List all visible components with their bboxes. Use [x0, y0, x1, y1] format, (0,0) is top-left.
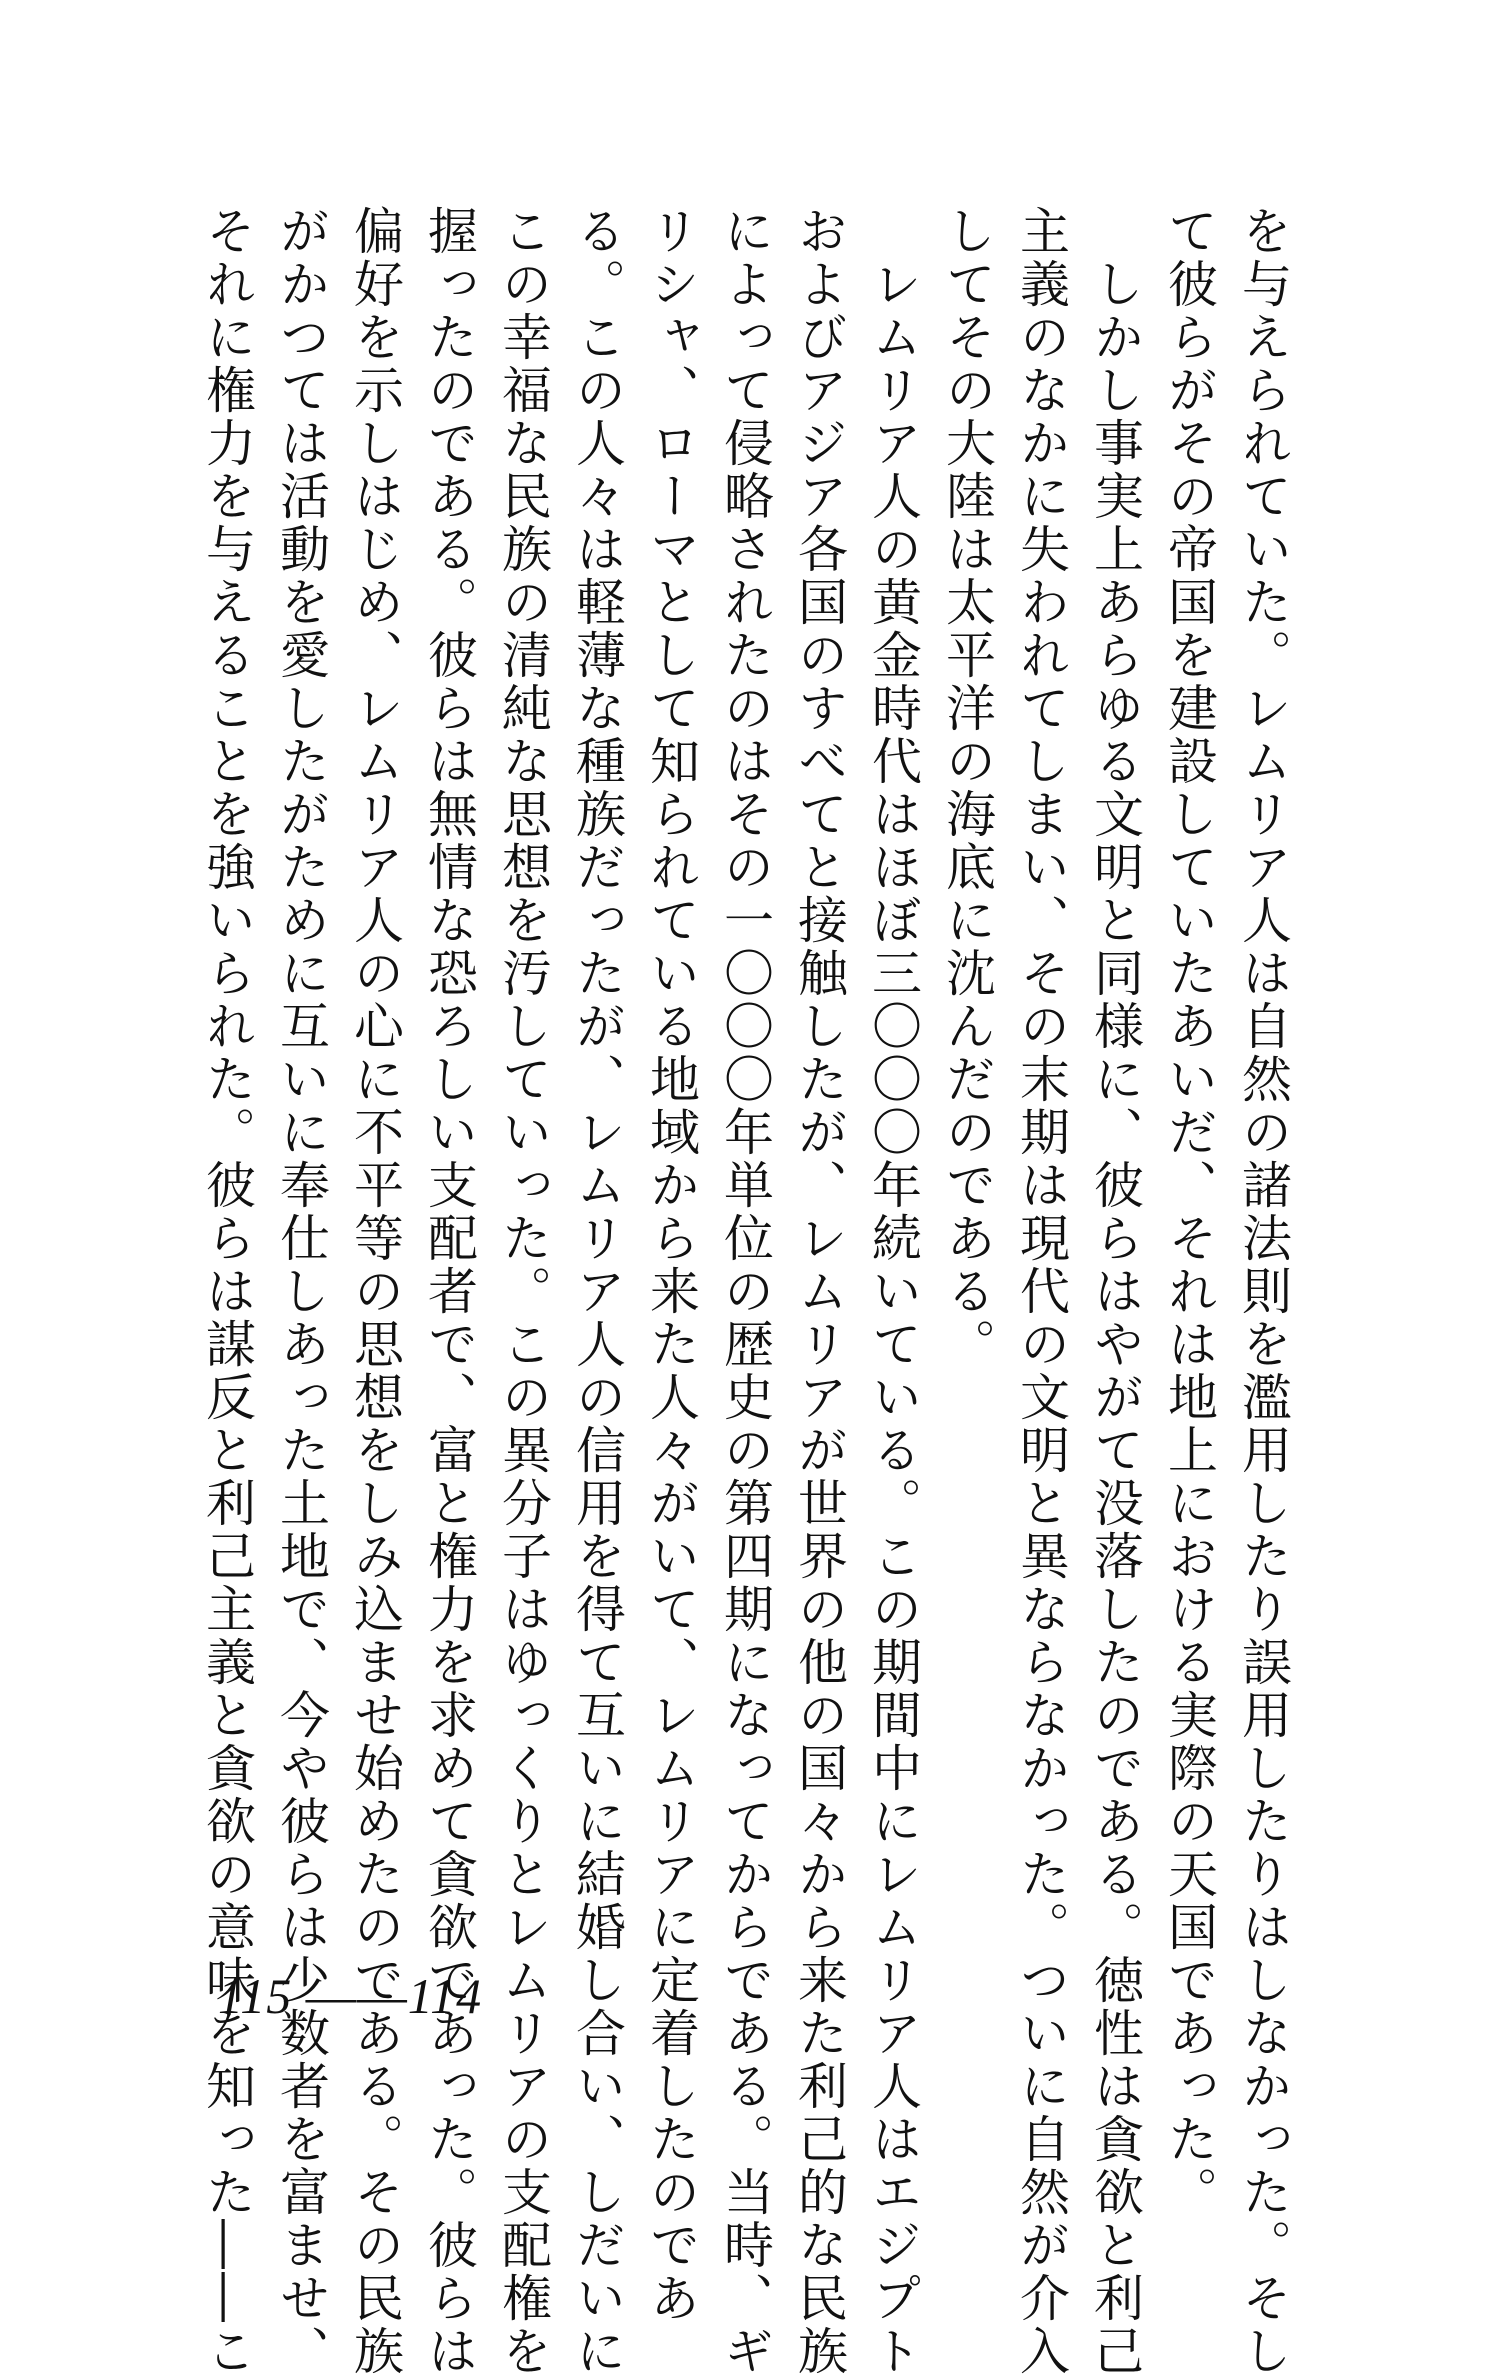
text-column-9: リシャ、ローマとして知られている地域から来た人々がいて、レムリアに定着したのであ: [642, 205, 700, 2325]
text-column-7: およびアジア各国のすべてと接触したが、レムリアが世界の他の国々から来た利己的な民族: [790, 205, 848, 2378]
text-column-1: を与えられていた。レムリア人は自然の諸法則を濫用したり誤用したりはしなかった。そし: [1234, 205, 1292, 2378]
text-column-15: それに権力を与えることを強いられた。彼らは謀反と利己主義と貪欲の意味を知った――こ: [198, 205, 256, 2378]
text-column-13: 偏好を示しはじめ、レムリア人の心に不平等の思想をしみ込ませ始めたのである。その民族: [346, 205, 404, 2378]
text-column-2: て彼らがその帝国を建設していたあいだ、それは地上における実際の天国であった。: [1160, 205, 1218, 2219]
page-number: 115 ――114: [218, 1968, 483, 2024]
text-column-6: レムリア人の黄金時代はほぼ三〇〇〇年続いている。この期間中にレムリア人はエジプト: [864, 205, 922, 2378]
text-column-3: しかし事実上あらゆる文明と同様に、彼らはやがて没落したのである。徳性は貪欲と利己: [1086, 205, 1144, 2378]
text-column-12: 握ったのである。彼らは無情な恐ろしい支配者で、富と権力を求めて貪欲であった。彼らは: [420, 205, 478, 2378]
text-column-11: この幸福な民族の清純な思想を汚していった。この異分子はゆっくりとレムリアの支配権を: [494, 205, 552, 2378]
text-column-5: してその大陸は太平洋の海底に沈んだのである。: [938, 205, 996, 1371]
text-column-8: によって侵略されたのはその一〇〇〇年単位の歴史の第四期になってからである。当時、ギ: [716, 205, 774, 2378]
text-column-4: 主義のなかに失われてしまい、その末期は現代の文明と異ならなかった。ついに自然が介入: [1012, 205, 1070, 2378]
text-column-14: がかつては活動を愛したがために互いに奉仕しあった土地で、今や彼らは少数者を富ませ、: [272, 205, 330, 2378]
text-column-10: る。この人々は軽薄な種族だったが、レムリア人の信用を得て互いに結婚し合い、しだいに: [568, 205, 626, 2378]
